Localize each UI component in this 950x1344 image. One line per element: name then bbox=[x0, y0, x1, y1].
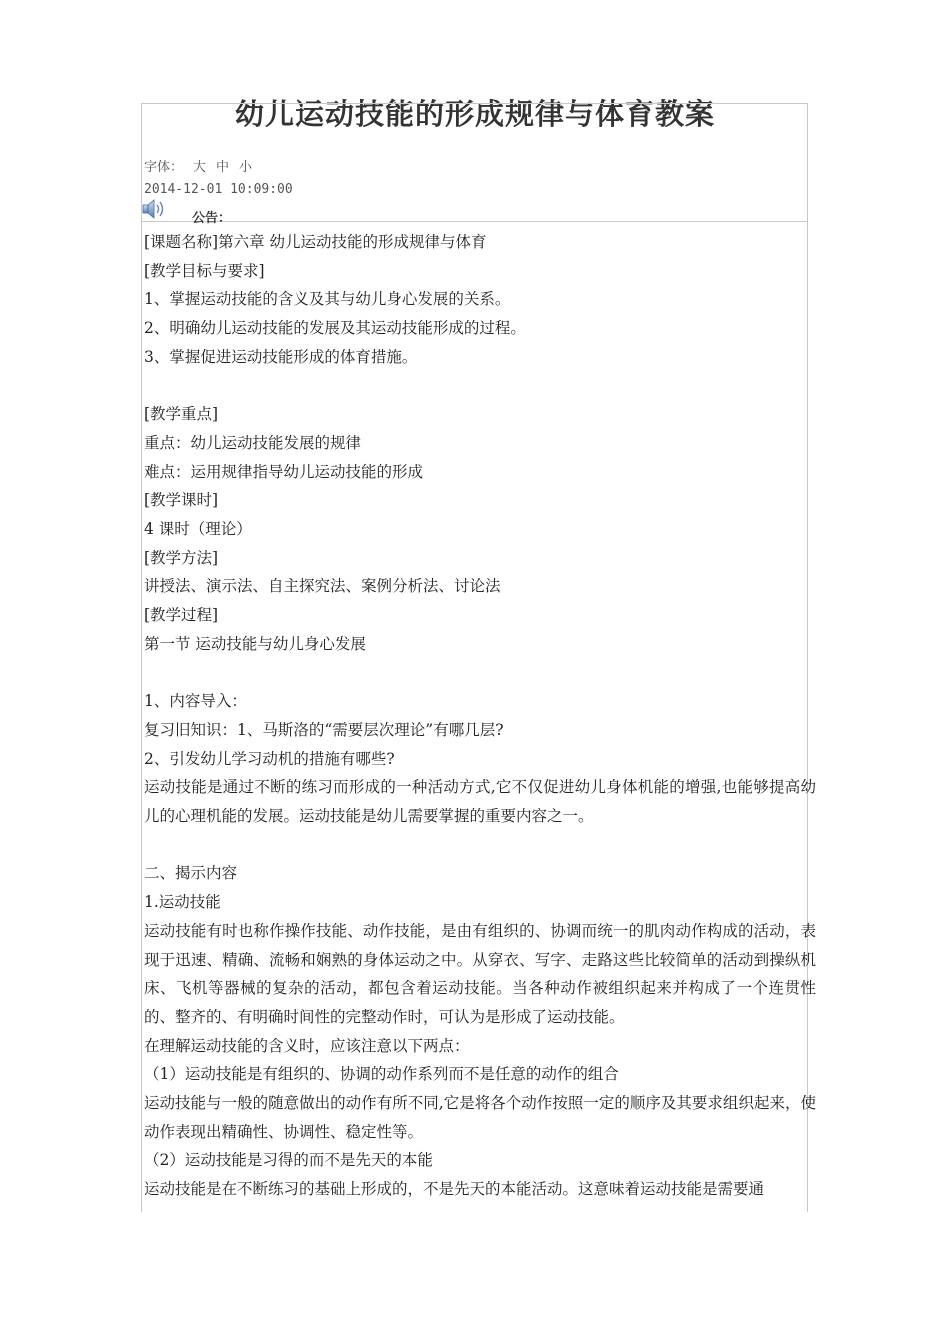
paragraph: 4 课时（理论） bbox=[144, 520, 252, 539]
paragraph: 运动技能是通过不断的练习而形成的一种活动方式,它不仅促进幼儿身体机能的增强,也能够提高幼儿的心理机能的发展。运动技能是幼儿需要掌握的重要内容之一。 bbox=[144, 778, 816, 826]
paragraph: [教学过程] bbox=[144, 606, 219, 625]
paragraph: 重点：幼儿运动技能发展的规律 bbox=[144, 433, 362, 452]
paragraph: 第一节 运动技能与幼儿身心发展 bbox=[144, 634, 366, 653]
notice-label: 公告： bbox=[192, 211, 232, 226]
paragraph: （2）运动技能是习得的而不是先天的本能 bbox=[144, 1151, 433, 1170]
paragraph: [教学方法] bbox=[144, 548, 219, 567]
paragraph: [教学重点] bbox=[144, 405, 219, 424]
font-size-large-button[interactable]: 大 bbox=[193, 160, 207, 175]
blank-line bbox=[144, 372, 816, 401]
paragraph: 1、内容导入： bbox=[144, 692, 247, 711]
paragraph: [课题名称]第六章 幼儿运动技能的形成规律与体育 bbox=[144, 233, 487, 251]
paragraph: 复习旧知识：1、马斯洛的“需要层次理论”有哪几层? bbox=[144, 720, 504, 739]
paragraph: [教学课时] bbox=[144, 491, 219, 510]
paragraph: 运动技能是在不断练习的基础上形成的，不是先天的本能活动。这意味着运动技能是需要通 bbox=[144, 1180, 765, 1199]
paragraph: 讲授法、演示法、自主探究法、案例分析法、讨论法 bbox=[144, 577, 501, 596]
paragraph: 1、掌握运动技能的含义及其与幼儿身心发展的关系。 bbox=[144, 290, 511, 309]
paragraph: （1）运动技能是有组织的、协调的动作系列而不是任意的动作的组合 bbox=[144, 1065, 619, 1084]
font-size-small-button[interactable]: 小 bbox=[239, 160, 253, 175]
article-content bbox=[144, 228, 816, 1204]
paragraph: 3、掌握促进运动技能形成的体育措施。 bbox=[144, 347, 418, 366]
paragraph: [教学目标与要求] bbox=[144, 261, 265, 280]
paragraph: 2、引发幼儿学习动机的措施有哪些? bbox=[144, 749, 395, 768]
page-title: 幼儿运动技能的形成规律与体育教案 bbox=[234, 97, 715, 131]
blank-line bbox=[144, 831, 816, 860]
paragraph: 在理解运动技能的含义时，应该注意以下两点： bbox=[144, 1036, 470, 1055]
paragraph: 1.运动技能 bbox=[144, 893, 221, 912]
blank-line bbox=[144, 659, 816, 688]
paragraph: 运动技能与一般的随意做出的动作有所不同,它是将各个动作按照一定的顺序及其要求组织起来，使动作表现出精确性、协调性、稳定性等。 bbox=[144, 1094, 816, 1141]
paragraph: 二、揭示内容 bbox=[144, 864, 238, 883]
paragraph: 运动技能有时也称作操作技能、动作技能，是由有组织的、协调而统一的肌肉动作构成的活动，表现于迅速、精确、流畅和娴熟的身体运动之中。从穿衣、写字、走路这些比较简单的活动到操纵机床、飞机等器械的复杂的活动，都包含着运动技能。当各种动作被组织起来并构成了一个连贯性的、整齐的、有明确时间性的完整动作时，可认为是形成了运动技能。 bbox=[144, 921, 816, 1026]
speaker-icon[interactable] bbox=[142, 198, 166, 220]
font-size-medium-button[interactable]: 中 bbox=[216, 160, 230, 175]
publish-date: 2014-12-01 10:09:00 bbox=[144, 182, 293, 197]
font-size-label: 字体： bbox=[144, 160, 184, 175]
font-size-selector bbox=[144, 156, 262, 175]
paragraph: 难点：运用规律指导幼儿运动技能的形成 bbox=[144, 462, 424, 481]
paragraph: 2、明确幼儿运动技能的发展及其运动技能形成的过程。 bbox=[144, 319, 526, 338]
